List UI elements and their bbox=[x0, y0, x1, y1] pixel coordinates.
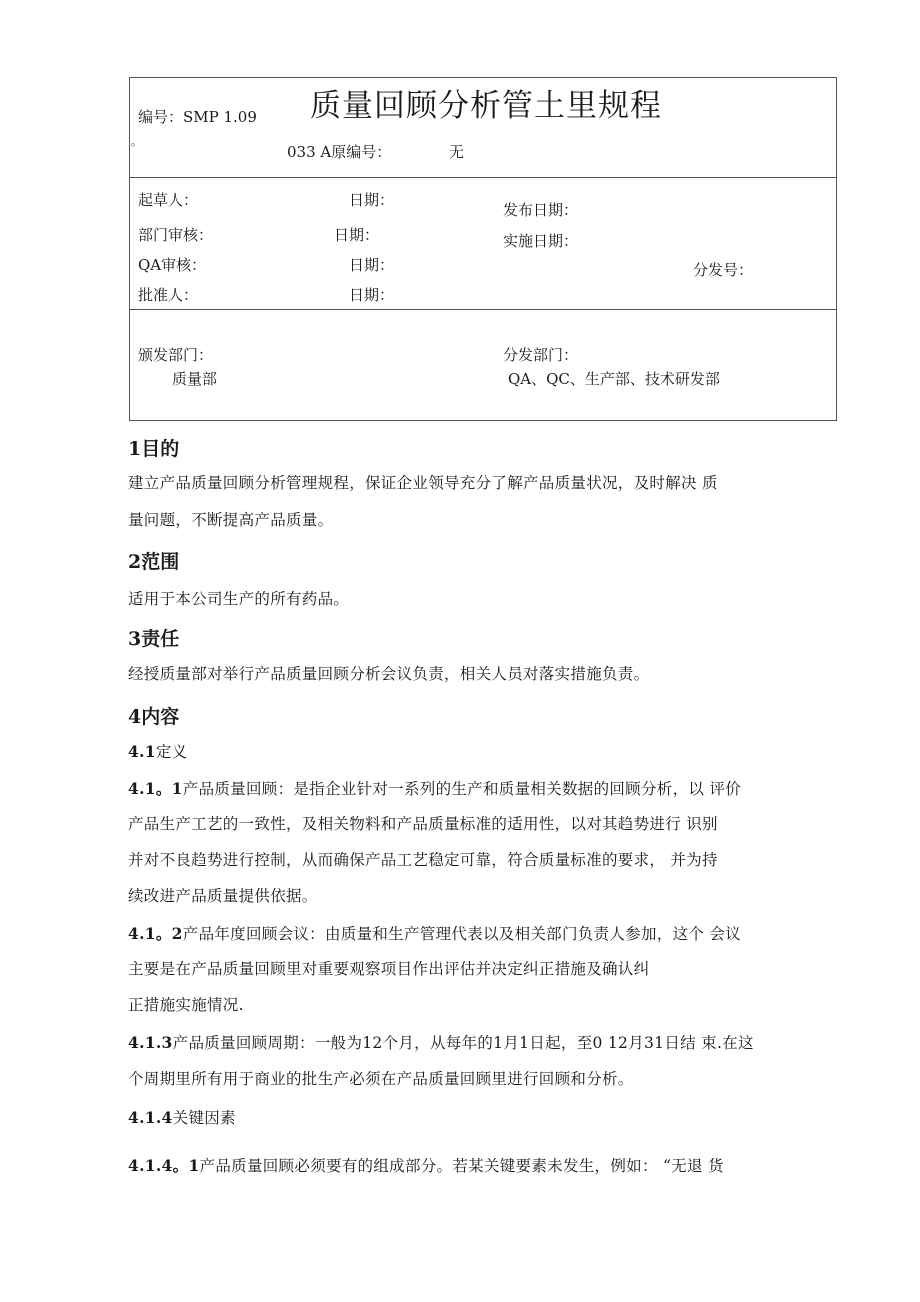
header-divider-2 bbox=[129, 309, 837, 310]
item-4-1-1-line-2: 产品生产工艺的一致性，及相关物料和产品质量标准的适用性，以对其趋势进行 识别 bbox=[128, 815, 718, 833]
item-4-1-4-text: 关键因素 bbox=[172, 1109, 236, 1127]
issuing-dept-label: 颁发部门： bbox=[138, 346, 214, 364]
release-date-label: 发布日期： bbox=[503, 201, 579, 219]
subsection-4-1-text: 定义 bbox=[155, 743, 188, 761]
section-1-heading: 1目的 bbox=[128, 438, 180, 460]
issuing-dept-value: 质量部 bbox=[172, 370, 218, 388]
distribution-dept-value: QA、QC、生产部、技术研发部 bbox=[508, 370, 720, 388]
drafter-label: 起草人： bbox=[138, 191, 199, 209]
item-4-1-3-text: 产品质量回顾周期：一般为12个月，从每年的1月1日起，至0 12月31日结 束.在这 bbox=[172, 1034, 754, 1052]
degree-mark: 。 bbox=[131, 135, 142, 148]
item-4-1-4 bbox=[128, 1100, 236, 1136]
date-label-1: 日期： bbox=[349, 191, 395, 209]
distribution-number-label: 分发号： bbox=[693, 261, 754, 279]
section-3-heading: 3责任 bbox=[128, 628, 180, 650]
item-4-1-1-line-3: 并对不良趋势进行控制，从而确保产品工艺稳定可靠，符合质量标准的要求， 并为持 bbox=[128, 851, 718, 869]
original-code-label: 033 A原编号： bbox=[287, 143, 392, 161]
section-4-heading: 4内容 bbox=[128, 706, 180, 728]
section-1-line-2: 量问题，不断提高产品质量。 bbox=[128, 511, 334, 529]
item-4-1-1-line-4: 续改进产品质量提供依据。 bbox=[128, 887, 318, 905]
section-2-heading: 2范围 bbox=[128, 551, 180, 573]
item-4-1-4-1-line-1 bbox=[128, 1148, 724, 1184]
item-4-1-1-text: 产品质量回顾：是指企业针对一系列的生产和质量相关数据的回顾分析，以 评价 bbox=[182, 780, 741, 798]
distribution-dept-label: 分发部门： bbox=[503, 346, 579, 364]
item-4-1-2-line-1 bbox=[128, 916, 741, 952]
approver-label: 批准人： bbox=[138, 286, 199, 304]
date-label-2: 日期： bbox=[334, 226, 380, 244]
item-4-1-4-1-text: 产品质量回顾必须要有的组成部分。若某关键要素未发生，例如： “无退 货 bbox=[199, 1157, 724, 1175]
item-4-1-2-line-3: 正措施实施情况. bbox=[128, 996, 244, 1014]
item-4-1-3-line-2: 个周期里所有用于商业的批生产必须在产品质量回顾里进行回顾和分析。 bbox=[128, 1070, 634, 1088]
item-4-1-4-1-number: 4.1.4。1 bbox=[128, 1156, 200, 1175]
section-2-line-1: 适用于本公司生产的所有药品。 bbox=[128, 590, 350, 608]
header-divider-1 bbox=[129, 177, 837, 178]
item-4-1-2-text: 产品年度回顾会议：由质量和生产管理代表以及相关部门负责人参加，这个 会议 bbox=[182, 925, 741, 943]
qa-review-label: QA审核： bbox=[138, 256, 207, 274]
section-3-line-1: 经授质量部对举行产品质量回顾分析会议负责，相关人员对落实措施负责。 bbox=[128, 665, 650, 683]
doc-title: 质量回顾分析管土里规程 bbox=[310, 88, 662, 124]
item-4-1-3-number: 4.1.3 bbox=[128, 1033, 173, 1052]
date-label-4: 日期： bbox=[349, 286, 395, 304]
subsection-4-1-number: 4.1 bbox=[128, 742, 156, 761]
effective-date-label: 实施日期： bbox=[503, 232, 579, 250]
original-code-value: 无 bbox=[449, 143, 465, 161]
item-4-1-3-line-1 bbox=[128, 1025, 754, 1061]
section-1-line-1: 建立产品质量回顾分析管理规程，保证企业领导充分了解产品质量状况，及时解决 质 bbox=[128, 474, 718, 492]
subsection-4-1 bbox=[128, 734, 187, 770]
header-table bbox=[129, 77, 837, 421]
dept-review-label: 部门审核： bbox=[138, 226, 214, 244]
item-4-1-4-number: 4.1.4 bbox=[128, 1108, 173, 1127]
date-label-3: 日期： bbox=[349, 256, 395, 274]
item-4-1-2-number: 4.1。2 bbox=[128, 924, 183, 943]
doc-code: 编号：SMP 1.09 bbox=[138, 108, 257, 126]
item-4-1-2-line-2: 主要是在产品质量回顾里对重要观察项目作出评估并决定纠正措施及确认纠 bbox=[128, 960, 650, 978]
item-4-1-1-number: 4.1。1 bbox=[128, 779, 183, 798]
item-4-1-1-line-1 bbox=[128, 771, 741, 807]
